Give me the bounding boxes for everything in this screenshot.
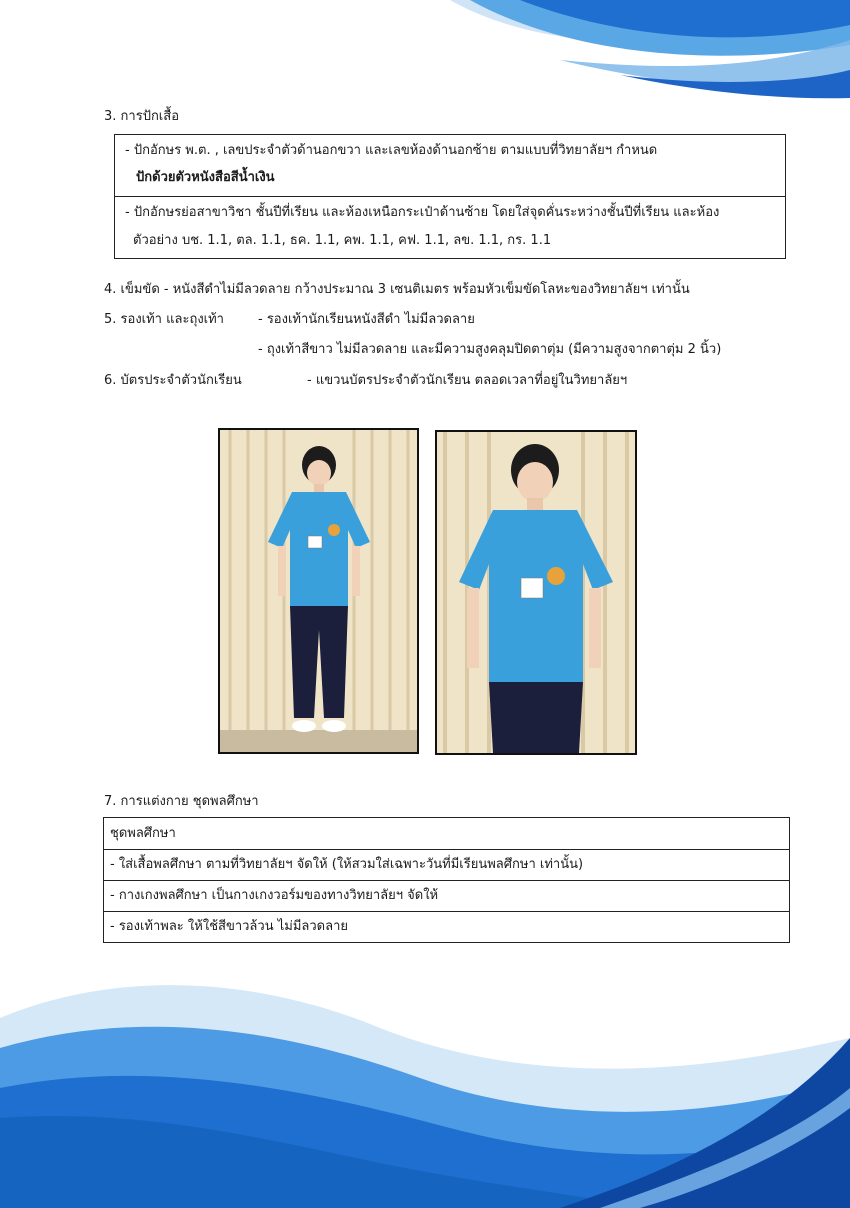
embroidery-row-2 [115,196,785,259]
section-3-heading: 3. การปักเสื้อ [104,109,179,124]
embroidery-row-2-line-1: - ปักอักษรย่อสาขาวิชา ชั้นปีที่เรียน และห้องเหนือกระเป๋าด้านซ้าย โดยใส่จุดคั่นระหว่างชั้นปีที่เรียน และห้อง [125,205,720,220]
pe-table-row-trousers [104,880,789,911]
section-4-belt: 4. เข็มขัด - หนังสีดำไม่มีลวดลาย กว้างประมาณ 3 เซนติเมตร พร้อมหัวเข็มขัดโลหะของวิทยาลัยฯ เท่านั้น [104,282,690,297]
section-5-socks: - ถุงเท้าสีขาว ไม่มีลวดลาย และมีความสูงคลุมปิดตาตุ่ม (มีความสูงจากตาตุ่ม 2 นิ้ว) [258,342,722,357]
embroidery-table [114,134,786,259]
section-5-label: 5. รองเท้า และถุงเท้า [104,312,224,327]
pe-table-row-trousers-text: - กางเกงพลศึกษา เป็นกางเกงวอร์มของทางวิทยาลัยฯ จัดให้ [110,888,439,903]
pe-table-title-row [104,818,789,848]
embroidery-row-1-line-1: - ปักอักษร พ.ต. , เลขประจำตัวด้านอกขวา และเลขห้องด้านอกซ้าย ตามแบบที่วิทยาลัยฯ กำหนด [125,143,658,158]
top-wave-decoration [0,0,850,110]
pe-table-row-shirt [104,849,789,880]
uniform-photo-half-body [435,430,637,755]
section-6-id-card: - แขวนบัตรประจำตัวนักเรียน ตลอดเวลาที่อยู่ในวิทยาลัยฯ [307,373,628,388]
embroidery-row-1 [115,135,785,195]
section-7-heading: 7. การแต่งกาย ชุดพลศึกษา [104,794,259,809]
pe-table-title: ชุดพลศึกษา [110,826,176,841]
pe-table-row-shoes [104,911,789,942]
section-6-label: 6. บัตรประจำตัวนักเรียน [104,373,242,388]
section-5-shoes: - รองเท้านักเรียนหนังสีดำ ไม่มีลวดลาย [258,312,475,327]
student-half-body-image [437,432,635,753]
student-full-body-image [220,430,417,752]
embroidery-row-1-line-2: ปักด้วยตัวหนังสือสีน้ำเงิน [136,170,275,185]
pe-uniform-table [103,817,790,943]
pe-table-row-shoes-text: - รองเท้าพละ ให้ใช้สีขาวล้วน ไม่มีลวดลาย [110,919,348,934]
embroidery-row-2-line-2: ตัวอย่าง บช. 1.1, ตล. 1.1, ธค. 1.1, คพ. 1.1, คฟ. 1.1, ลข. 1.1, กร. 1.1 [133,233,552,248]
pe-table-row-shirt-text: - ใส่เสื้อพลศึกษา ตามที่วิทยาลัยฯ จัดให้ (ให้สวมใส่เฉพาะวันที่มีเรียนพลศึกษา เท่านั้น) [110,857,584,872]
uniform-photo-full-body [218,428,419,754]
bottom-wave-decoration [0,968,850,1208]
